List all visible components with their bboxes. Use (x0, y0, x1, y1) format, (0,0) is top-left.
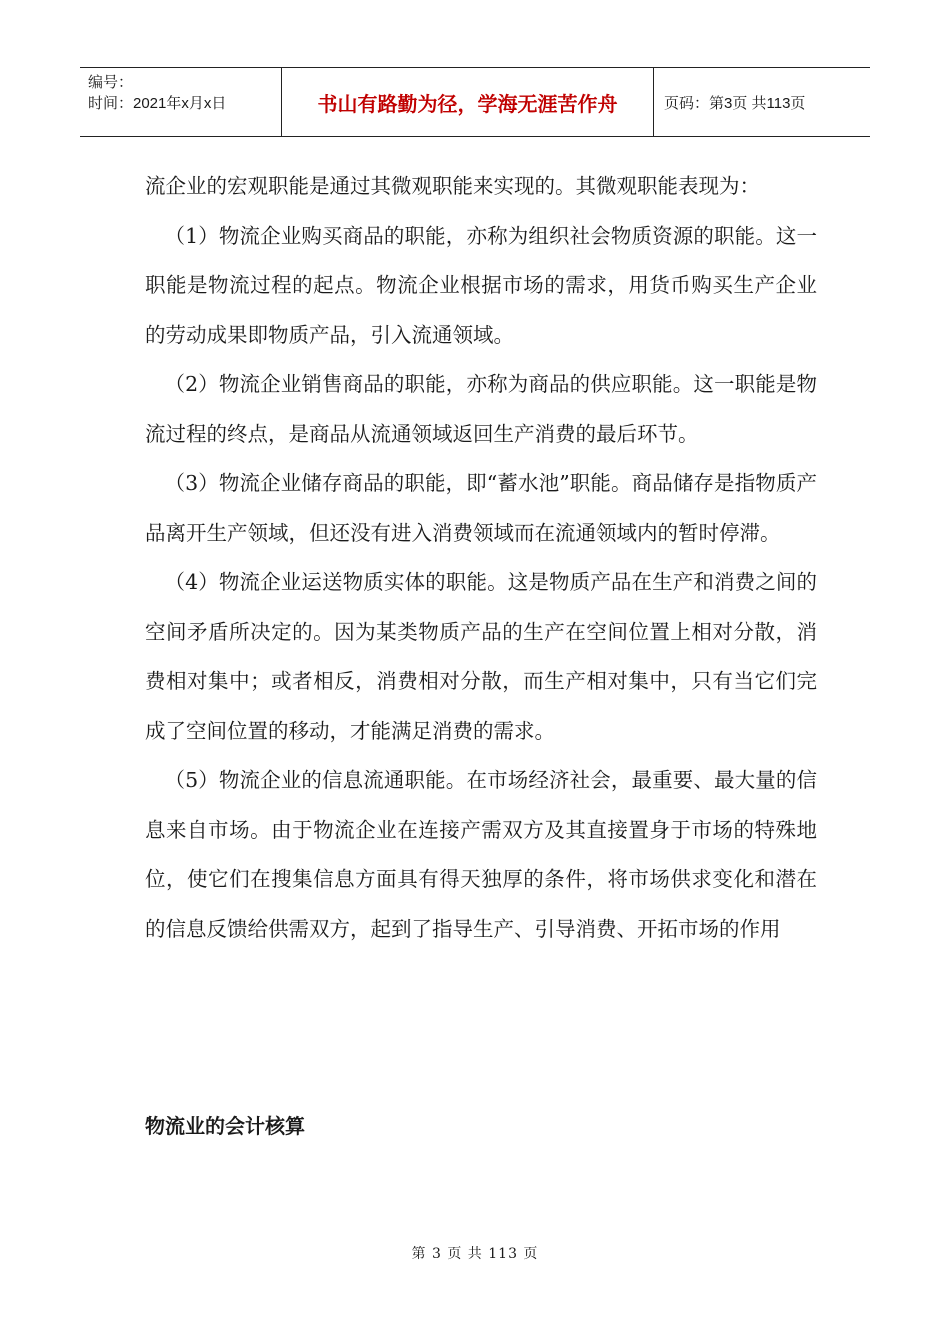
paragraph-item-5: （5）物流企业的信息流通职能。在市场经济社会，最重要、最大量的信息来自市场。由于物流企业在连接产需双方及其直接置身于市场的特殊地位，使它们在搜集信息方面具有得天独厚的条件，将市场供求变化和潜在的信息反馈给供需双方，起到了指导生产、引导消费、开拓市场的作用 (145, 768, 817, 941)
document-date-label: 时间：2021年x月x日 (88, 95, 227, 112)
page-footer: 第 3 页 共 113 页 (411, 1246, 539, 1262)
header-page-info: 页码：第3页 共113页 (664, 94, 806, 112)
document-number-label: 编号： (88, 74, 134, 91)
section-title: 物流业的会计核算 (145, 1114, 305, 1138)
header-motto: 书山有路勤为径，学海无涯苦作舟 (282, 68, 654, 136)
paragraph-intro: 流企业的宏观职能是通过其微观职能来实现的。其微观职能表现为： (145, 174, 760, 198)
paragraph-item-3: （3）物流企业储存商品的职能，即“蓄水池”职能。商品储存是指物质产品离开生产领域，但还没有进入消费领域而在流通领域内的暂时停滞。 (145, 471, 817, 545)
header-table (80, 67, 870, 137)
paragraph-item-1: （1）物流企业购买商品的职能，亦称为组织社会物质资源的职能。这一职能是物流过程的起点。物流企业根据市场的需求，用货币购买生产企业的劳动成果即物质产品，引入流通领域。 (145, 223, 817, 347)
paragraph-item-4: （4）物流企业运送物质实体的职能。这是物质产品在生产和消费之间的空间矛盾所决定的。因为某类物质产品的生产在空间位置上相对分散，消费相对集中；或者相反，消费相对分散，而生产相对集中，只有当它们完成了空间位置的移动，才能满足消费的需求。 (145, 570, 817, 743)
body-text (145, 162, 817, 954)
header-meta-cell (80, 68, 282, 136)
paragraph-item-2: （2）物流企业销售商品的职能，亦称为商品的供应职能。这一职能是物流过程的终点，是商品从流通领域返回生产消费的最后环节。 (145, 372, 817, 446)
